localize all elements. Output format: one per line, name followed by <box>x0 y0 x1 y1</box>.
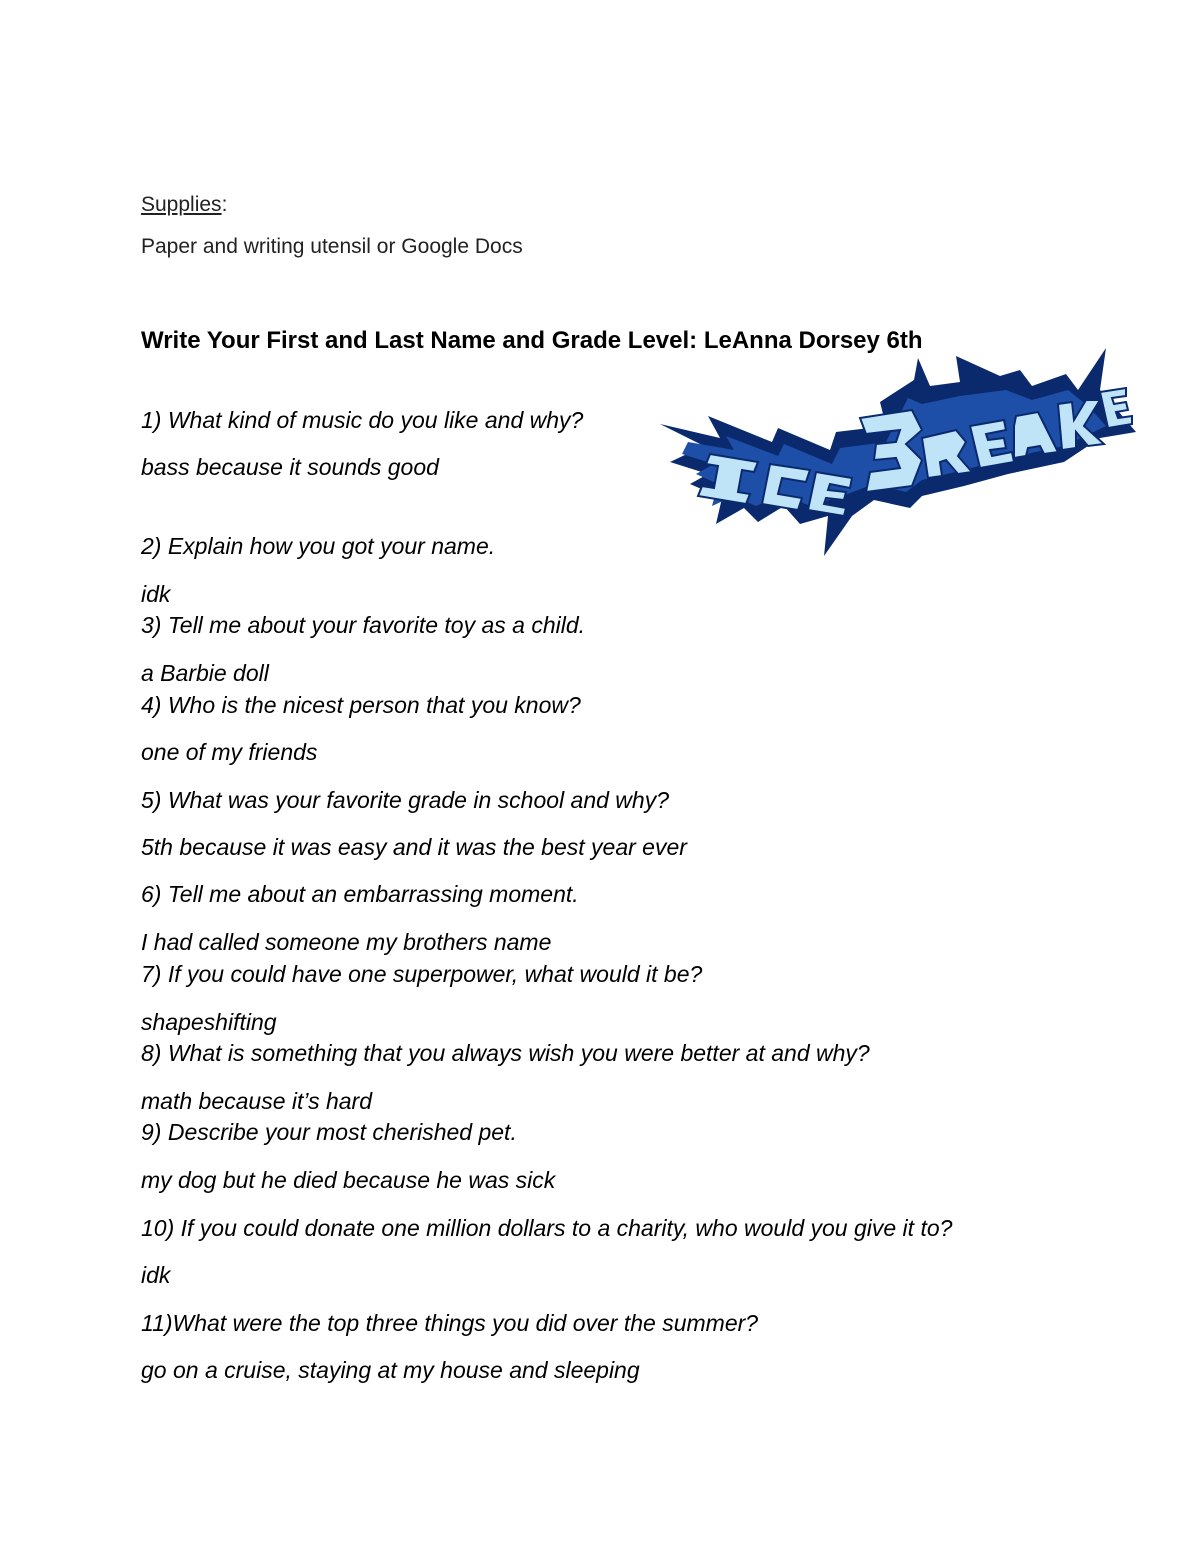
supplies-label <box>141 191 227 219</box>
answer-6: I had called someone my brothers name <box>141 929 552 955</box>
question-10: 10) If you could donate one million dollars to a charity, who would you give it to? <box>141 1215 953 1241</box>
answer-5: 5th because it was easy and it was the best year ever <box>141 834 687 860</box>
answer-4: one of my friends <box>141 739 318 765</box>
answer-9: my dog but he died because he was sick <box>141 1167 556 1193</box>
answer-7: shapeshifting <box>141 1009 277 1035</box>
question-9: 9) Describe your most cherished pet. <box>141 1119 517 1145</box>
answer-11: go on a cruise, staying at my house and sleeping <box>141 1357 640 1383</box>
name-grade-heading: Write Your First and Last Name and Grade Level: LeAnna Dorsey 6th <box>141 327 923 354</box>
question-11: 11)What were the top three things you did over the summer? <box>141 1310 759 1336</box>
question-8: 8) What is something that you always wish you were better at and why? <box>141 1040 870 1066</box>
supplies-text: Paper and writing utensil or Google Docs <box>141 235 523 258</box>
question-1: 1) What kind of music do you like and why? <box>141 407 584 433</box>
question-4: 4) Who is the nicest person that you know? <box>141 692 581 718</box>
answer-3: a Barbie doll <box>141 660 269 686</box>
question-7: 7) If you could have one superpower, what would it be? <box>141 961 703 987</box>
supplies-label-text: Supplies <box>141 193 222 216</box>
answer-8: math because it’s hard <box>141 1088 372 1114</box>
supplies-colon: : <box>221 193 228 216</box>
answer-1: bass because it sounds good <box>141 454 439 480</box>
question-6: 6) Tell me about an embarrassing moment. <box>141 881 579 907</box>
icebreaker-logo <box>660 346 1140 556</box>
question-2: 2) Explain how you got your name. <box>141 533 496 559</box>
question-3: 3) Tell me about your favorite toy as a child. <box>141 612 586 638</box>
answer-10: idk <box>141 1262 171 1288</box>
question-5: 5) What was your favorite grade in school and why? <box>141 787 669 813</box>
answer-2: idk <box>141 581 171 607</box>
